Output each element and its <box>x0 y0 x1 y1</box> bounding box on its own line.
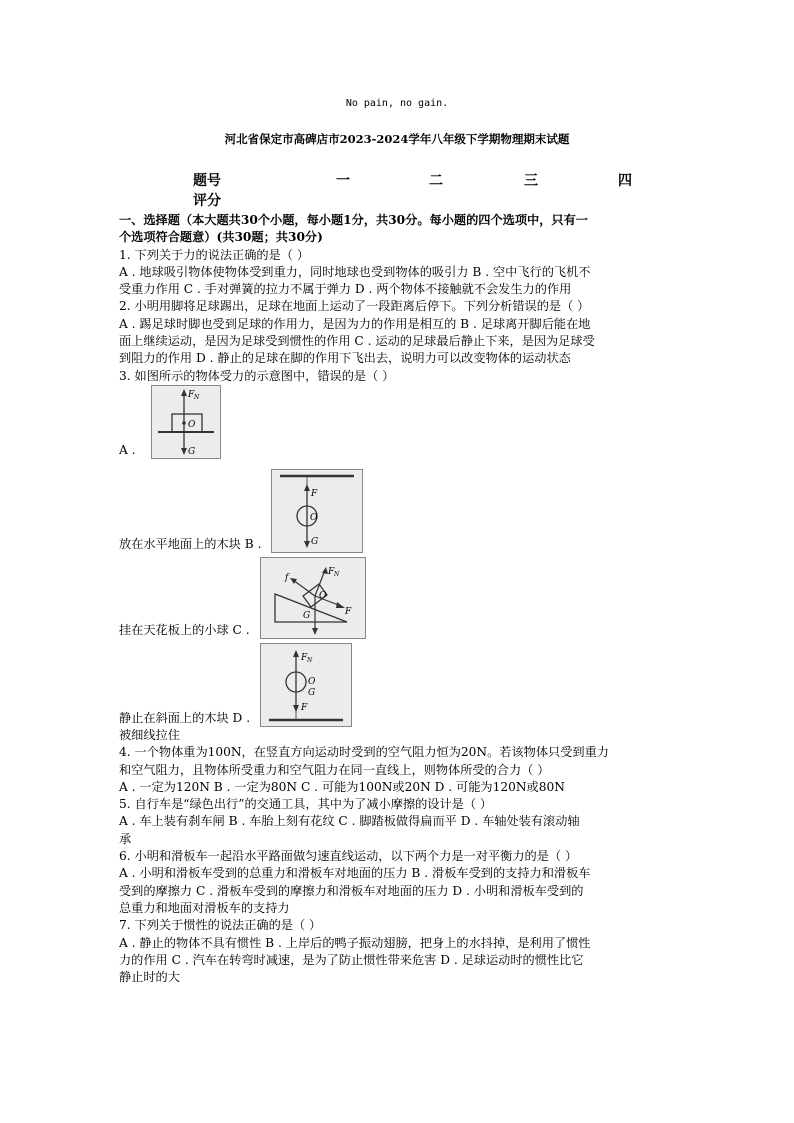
question-4-options: A . 一定为120N B . 一定为80N C . 可能为100N或20N D . 可能为120N或80N <box>119 779 565 794</box>
question-1-options: A . 地球吸引物体使物体受到重力，同时地球也受到物体的吸引力 B . 空中飞行的飞机不 <box>119 264 591 279</box>
question-1-options-cont: 受重力作用 C . 手对弹簧的拉力不属于弹力 D . 两个物体不接触就不会发生力的作用 <box>119 282 572 297</box>
question-4-stem: 4. 一个物体重为100N，在竖直方向运动时受到的空气阻力恒为20N。若该物体只受到重力 <box>119 745 609 760</box>
exam-content <box>119 212 679 986</box>
question-3-stem: 3. 如图所示的物体受力的示意图中，错误的是（ ） <box>119 368 395 383</box>
svg-text:O: O <box>307 676 316 687</box>
score-label-question: 题号 <box>193 173 221 189</box>
question-5-stem: 5. 自行车是“绿色出行”的交通工具，其中为了减小摩擦的设计是（ ） <box>119 797 493 812</box>
svg-text:F: F <box>344 606 351 617</box>
svg-text:F: F <box>300 652 308 663</box>
svg-text:G: G <box>302 610 310 621</box>
option-a-label: A . <box>119 442 136 457</box>
score-col-3: 三 <box>524 173 538 189</box>
svg-text:G: G <box>311 536 319 547</box>
question-4-stem-cont: 和空气阻力，且物体所受重力和空气阻力在同一直线上，则物体所受的合力（ ） <box>119 762 550 777</box>
question-7-options: A . 静止的物体不具有惯性 B . 上岸后的鸭子振动翅膀，把身上的水抖掉，是利用了惯性 <box>119 935 591 950</box>
question-3-option-d <box>119 643 679 727</box>
question-6-stem: 6. 小明和滑板车一起沿水平路面做匀速直线运动，以下两个力是一对平衡力的是（ ） <box>119 849 578 864</box>
score-col-4: 四 <box>618 173 632 189</box>
svg-text:G: G <box>307 687 316 698</box>
figure-b-hanging-ball <box>271 469 363 553</box>
fig-a-fn-label: F <box>188 389 195 400</box>
motto: No pain, no gain. <box>345 98 449 109</box>
option-c-label: 挂在天花板上的小球 C . <box>119 622 250 637</box>
svg-text:O: O <box>318 590 326 601</box>
question-2-options-cont2: 到阻力的作用 D . 静止的足球在脚的作用下飞出去，说明力可以改变物体的运动状态 <box>119 351 571 366</box>
svg-text:F: F <box>300 702 308 713</box>
question-7-stem: 7. 下列关于惯性的说法正确的是（ ） <box>119 918 322 933</box>
section-heading-cont: 个选项符合题意）(共30题；共30分) <box>119 230 323 245</box>
question-3-option-b <box>119 469 679 553</box>
question-2-stem: 2. 小明用脚将足球踢出，足球在地面上运动了一段距离后停下。下列分析错误的是（ ） <box>119 299 590 314</box>
score-col-1: 一 <box>336 173 350 189</box>
svg-text:F: F <box>327 566 334 577</box>
question-6-options: A . 小明和滑板车受到的总重力和滑板车对地面的压力 B . 滑板车受到的支持力和滑板车 <box>119 866 591 881</box>
question-3-option-c <box>119 557 679 639</box>
svg-text:O: O <box>310 512 318 523</box>
question-2-options-cont: 面上继续运动，是因为足球受到惯性的作用 C . 运动的足球最后静止下来，是因为足球受 <box>119 334 595 349</box>
option-b-label: 放在水平地面上的木块 B . <box>119 536 262 551</box>
question-6-options-cont2: 总重力和地面对滑板车的支持力 <box>119 900 290 915</box>
svg-text:N: N <box>333 570 339 578</box>
question-3-option-a <box>119 385 679 459</box>
question-1-stem: 1. 下列关于力的说法正确的是（ ） <box>119 247 310 262</box>
question-5-options: A . 车上装有刹车闸 B . 车胎上刻有花纹 C . 脚踏板做得扁而平 D . 车轴处装有滚动轴 <box>119 814 580 829</box>
option-d-label: 静止在斜面上的木块 D . <box>119 710 251 725</box>
score-table-header <box>193 170 653 190</box>
svg-text:O: O <box>188 419 196 430</box>
figure-c-block-on-incline <box>260 557 366 639</box>
figure-a-block-on-floor <box>151 385 221 459</box>
svg-text:G: G <box>188 446 196 457</box>
question-2-options: A . 踢足球时脚也受到足球的作用力，是因为力的作用是相互的 B . 足球离开脚后能在地 <box>119 316 591 331</box>
svg-text:N: N <box>306 656 313 664</box>
svg-text:f: f <box>284 572 288 583</box>
figure-d-ball-tied-down <box>260 643 352 727</box>
question-7-options-cont2: 静止时的大 <box>119 970 180 985</box>
question-7-options-cont: 力的作用 C . 汽车在转弯时减速，是为了防止惯性带来危害 D . 足球运动时的惯性比它 <box>119 952 584 967</box>
question-6-options-cont: 受到的摩擦力 C . 滑板车受到的摩擦力和滑板车对地面的压力 D . 小明和滑板车受到的 <box>119 883 584 898</box>
question-5-options-cont: 承 <box>119 831 132 846</box>
section-heading: 一、选择题（本大题共30个小题，每小题1分，共30分。每小题的四个选项中，只有一 <box>119 213 588 227</box>
score-col-2: 二 <box>429 173 443 189</box>
score-label-score: 评分 <box>193 193 221 209</box>
page-title: 河北省保定市高碑店市2023-2024学年八年级下学期物理期末试题 <box>224 132 570 146</box>
question-3-tail: 被细线拉住 <box>119 727 180 742</box>
svg-text:N: N <box>194 393 200 401</box>
svg-text:F: F <box>311 488 318 499</box>
